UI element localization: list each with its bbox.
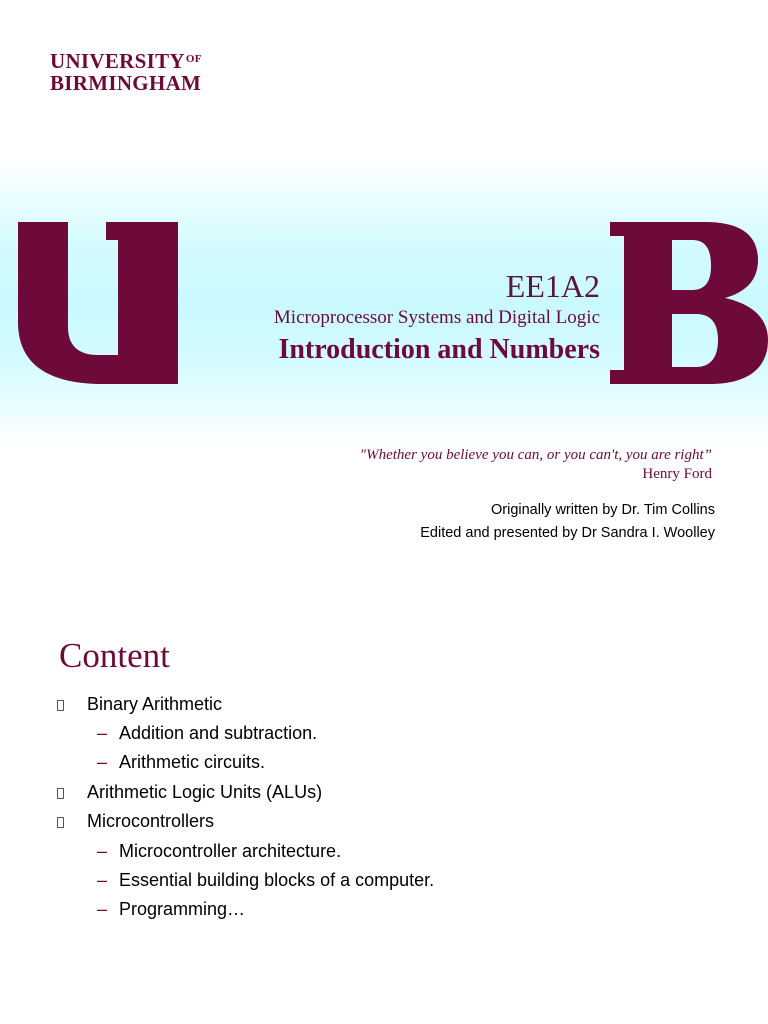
lecture-title: Introduction and Numbers	[278, 334, 600, 365]
dash-icon: –	[97, 723, 108, 743]
list-subitem-text: Programming…	[119, 899, 246, 919]
u-logo-letter	[18, 222, 178, 384]
dash-icon: –	[97, 841, 108, 861]
list-item-text: Microcontrollers	[87, 811, 215, 831]
content-slide	[0, 612, 768, 1024]
quote-text: "Whether you believe you can, or you can't, you are right”	[359, 447, 712, 463]
content-title: Content	[59, 636, 170, 675]
bullet-icon	[57, 817, 64, 828]
logo-of: OF	[185, 53, 202, 65]
b-logo-letter	[610, 222, 768, 384]
list-item-text: Binary Arithmetic	[87, 694, 223, 714]
university-logo	[50, 48, 202, 94]
list-subitem-text: Arithmetic circuits.	[119, 752, 266, 772]
quote-author: Henry Ford	[642, 466, 712, 482]
logo-line2: BIRMINGHAM	[50, 71, 202, 95]
dash-icon: –	[97, 752, 108, 772]
course-code: EE1A2	[505, 268, 600, 304]
credit-editor: Edited and presented by Dr Sandra I. Woolley	[420, 525, 715, 541]
logo-line1: UNIVERSITY	[50, 49, 185, 73]
list-subitem-text: Microcontroller architecture.	[119, 841, 342, 861]
dash-icon: –	[97, 870, 108, 890]
list-subitem-text: Essential building blocks of a computer.	[119, 870, 435, 890]
course-name: Microprocessor Systems and Digital Logic	[273, 307, 600, 328]
list-subitem-text: Addition and subtraction.	[119, 723, 318, 743]
credit-author: Originally written by Dr. Tim Collins	[491, 502, 715, 518]
dash-icon: –	[97, 899, 108, 919]
bullet-icon	[57, 788, 64, 799]
list-item-text: Arithmetic Logic Units (ALUs)	[87, 782, 323, 802]
bullet-icon	[57, 700, 64, 711]
